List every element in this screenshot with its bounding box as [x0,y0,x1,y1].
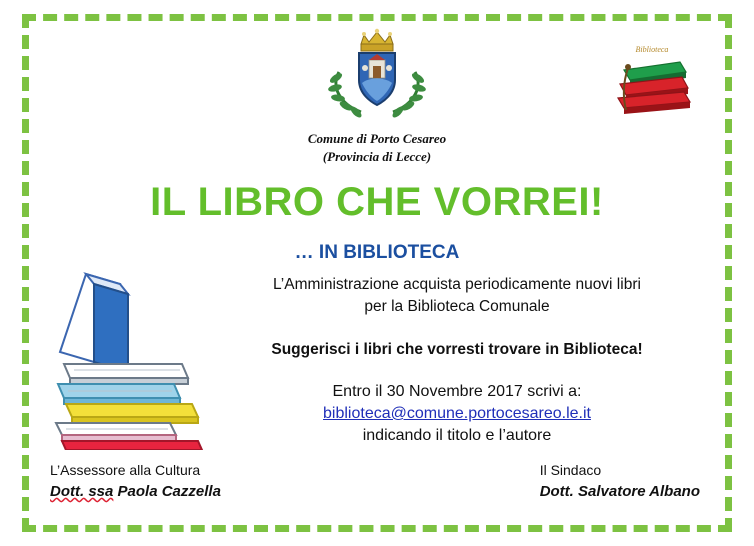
paragraph-administration-line2: per la Biblioteca Comunale [364,298,550,316]
paragraph-administration-line1: L’Amministrazione acquista periodicamente nuovi libri [273,276,641,293]
signature-right [540,462,700,500]
signature-right-name: Dott. Salvatore Albano [539,483,700,500]
instruction-line: indicando il titolo e l’autore [362,426,552,444]
municipality-block [40,130,714,165]
signature-left-name-person: Paola Cazzella [113,483,221,500]
logo-label-text: Biblioteca [635,45,669,54]
signature-left-role: L’Assessore alla Cultura [50,462,201,478]
coat-of-arms-icon [317,28,437,124]
books-stack-illustration [42,260,218,450]
poster-title: IL LIBRO CHE VORREI! [150,180,604,224]
poster-content [40,24,714,522]
signature-left-name [50,483,221,500]
library-books-logo-icon [606,40,698,118]
poster-subtitle: … IN BIBLIOTECA [294,242,460,263]
signature-right-role: Il Sindaco [539,462,602,478]
poster-body [210,274,704,445]
signature-left [50,462,221,500]
municipality-province: (Provincia di Lecce) [322,148,432,164]
email-link[interactable]: biblioteca@comune.portocesareo.le.it [323,404,591,422]
municipality-name: Comune di Porto Cesareo [307,131,447,146]
paragraph-administration [210,274,704,319]
signature-left-name-title: Dott. ssa [50,483,114,500]
paragraph-suggest: Suggerisci i libri che vorresti trovare in Biblioteca! [271,340,643,358]
deadline-line: Entro il 30 Novembre 2017 scrivi a: [332,382,582,400]
